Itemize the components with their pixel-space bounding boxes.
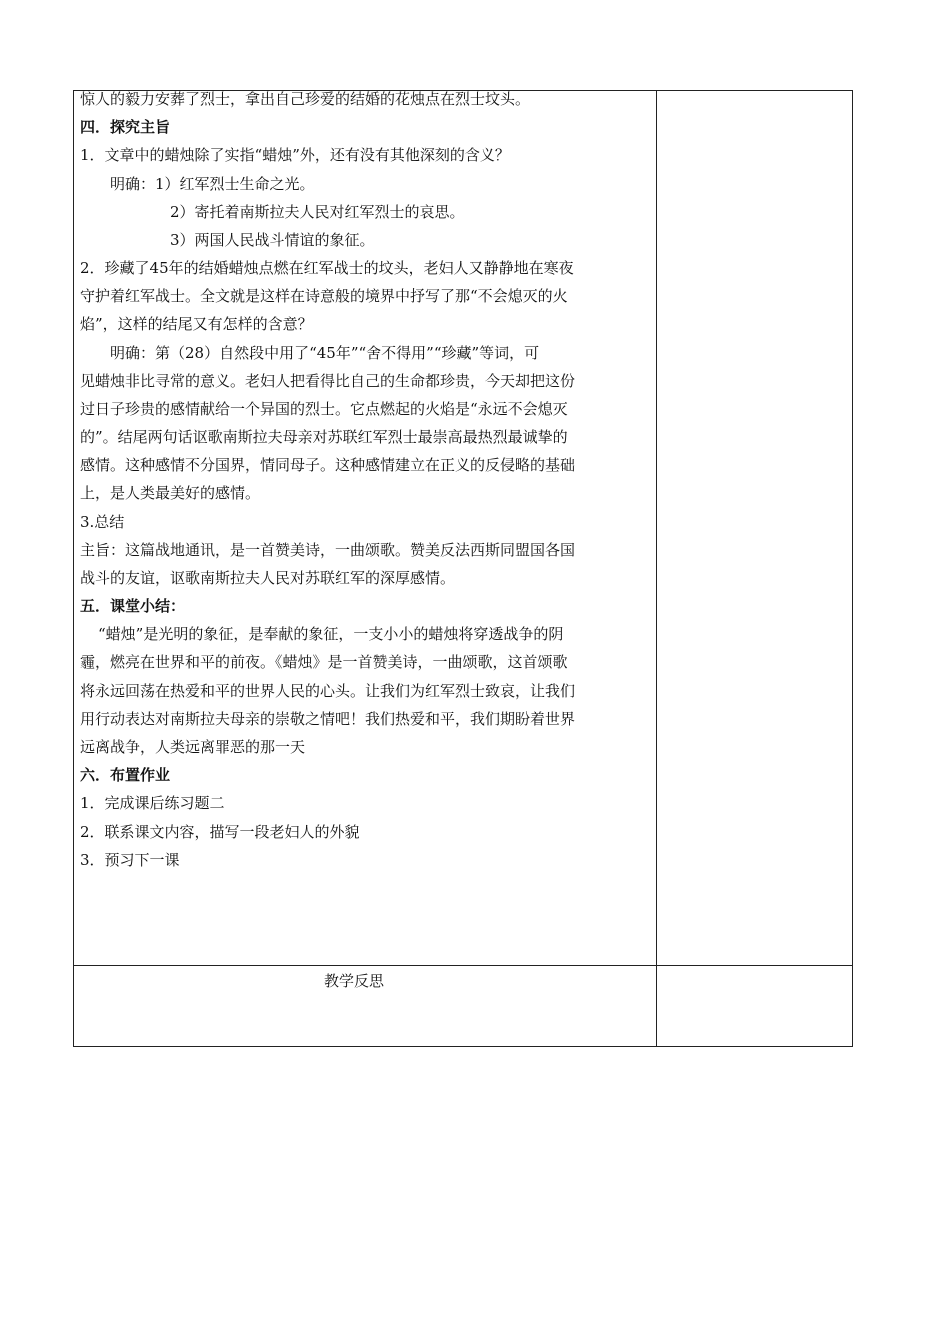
side-notes-cell (657, 91, 853, 964)
text-line: 主旨：这篇战地通讯，是一首赞美诗，一曲颂歌。赞美反法西斯同盟国各国 (80, 541, 576, 559)
text-line: 惊人的毅力安葬了烈士，拿出自己珍爱的结婚的花烛点在烈士坟头。 (80, 91, 531, 108)
text-line: 战斗的友谊，讴歌南斯拉夫人民对苏联红军的深厚感情。 (80, 569, 456, 587)
section-heading-homework: 六．布置作业 (80, 766, 171, 784)
text-line: 用行动表达对南斯拉夫母亲的崇敬之情吧！我们热爱和平，我们期盼着世界 (80, 710, 576, 728)
text-line: 守护着红军战士。全文就是这样在诗意般的境界中抒写了那“不会熄灭的火 (80, 287, 568, 305)
text-line: 远离战争，人类远离罪恶的那一天 (80, 738, 306, 756)
text-line: 明确：第（28）自然段中用了“45年”“舍不得用”“珍藏”等词，可 (110, 344, 540, 362)
text-line: 明确：1）红军烈士生命之光。 (110, 175, 315, 193)
teaching-reflection-label: 教学反思 (324, 972, 385, 990)
text-line: 3）两国人民战斗情谊的象征。 (170, 231, 375, 249)
text-line: 感情。这种感情不分国界，情同母子。这种感情建立在正义的反侵略的基础 (80, 456, 576, 474)
text-line: “蜡烛”是光明的象征，是奉献的象征，一支小小的蜡烛将穿透战争的阴 (98, 625, 564, 643)
homework-item: 3．预习下一课 (80, 851, 180, 869)
text-line: 霾，燃亮在世界和平的前夜。《蜡烛》是一首赞美诗，一曲颂歌，这首颂歌 (80, 653, 568, 671)
homework-item: 1．完成课后练习题二 (80, 794, 225, 812)
text-line: 3.总结 (80, 513, 125, 531)
section-heading-summary: 五．课堂小结： (80, 597, 186, 615)
text-line: 上，是人类最美好的感情。 (80, 484, 261, 502)
lesson-plan-table (73, 90, 853, 1047)
text-line: 的”。结尾两句话讴歌南斯拉夫母亲对苏联红军烈士最崇高最热烈最诚挚的 (80, 428, 568, 446)
text-line: 将永远回荡在热爱和平的世界人民的心头。让我们为红军烈士致哀，让我们 (80, 682, 576, 700)
text-line: 焰”，这样的结尾又有怎样的含意？ (80, 315, 313, 333)
section-heading-inquiry: 四．探究主旨 (80, 118, 171, 136)
reflection-side-cell (657, 966, 853, 1046)
text-line: 2）寄托着南斯拉夫人民对红军烈士的哀思。 (170, 203, 465, 221)
text-line: 2．珍藏了45年的结婚蜡烛点燃在红军战士的坟头，老妇人又静静地在寒夜 (80, 259, 574, 277)
homework-item: 2．联系课文内容，描写一段老妇人的外貌 (80, 823, 360, 841)
text-line: 1．文章中的蜡烛除了实指“蜡烛”外，还有没有其他深刻的含义？ (80, 146, 510, 164)
text-line: 见蜡烛非比寻常的意义。老妇人把看得比自己的生命都珍贵，今天却把这份 (80, 372, 576, 390)
main-content-cell (80, 91, 652, 963)
text-line: 过日子珍贵的感情献给一个异国的烈士。它点燃起的火焰是“永远不会熄灭 (80, 400, 568, 418)
